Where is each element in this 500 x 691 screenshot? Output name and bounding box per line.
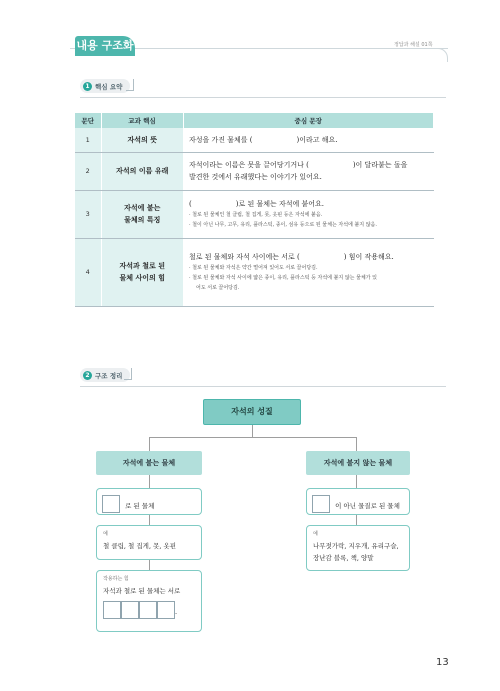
- header-core: 교과 핵심: [101, 113, 183, 128]
- right-material-box: 이 아닌 물질로 된 물체: [306, 488, 410, 515]
- section-tab: 내용 구조화: [75, 36, 135, 56]
- section-rule: [80, 97, 446, 98]
- connector-line: [149, 560, 150, 570]
- connector-line: [356, 515, 357, 525]
- note-line: · 철로 된 물체와 자석은 약간 떨어져 있어도 서로 끌어당김.: [189, 265, 318, 271]
- connector-line: [149, 437, 357, 438]
- row-sentence: 철로 된 물체와 자석 사이에는 서로 ( ) 힘이 작용해요. · 철로 된 물체와 자석은 약간 떨어져 있어도 서로 끌어당김. · 철로 된 물체와 자석 사이에 얇은 종이, 유리, 플라스틱 등 자석에 붙지 않는 물체가 있 어도 서로 끌어당김.: [183, 238, 434, 306]
- root-node: 자석의 성질: [203, 399, 301, 425]
- answer-blank: [121, 601, 139, 619]
- category-not-attracted: 자석에 붙지 않는 물체: [306, 451, 410, 475]
- row-number: 2: [75, 152, 101, 190]
- header-paragraph: 문단: [75, 113, 101, 128]
- page-number: 13: [436, 657, 449, 668]
- table-row: [75, 190, 434, 238]
- connector-line: [356, 437, 357, 451]
- answer-reference: 정답과 해설 01쪽: [394, 42, 433, 48]
- answer-blank: [312, 495, 330, 513]
- section-number: 1: [83, 82, 92, 91]
- table-row: [75, 128, 434, 152]
- table-row: [75, 152, 434, 190]
- note-line: · 철이 아닌 나무, 고무, 유리, 플라스틱, 종이, 섬유 등으로 된 물체는 자석에 붙지 않음.: [189, 222, 377, 228]
- answer-blank: [103, 601, 121, 619]
- section-structure-badge: [80, 368, 130, 382]
- section-number: 2: [83, 371, 92, 380]
- note-line: 어도 서로 끌어당김.: [196, 285, 240, 291]
- section-summary-badge: [80, 79, 130, 93]
- left-force-box: 작용하는 힘 자석과 철로 된 물체는 서로 .: [96, 570, 202, 632]
- row-core: 자석과 철로 된 물체 사이의 힘: [101, 238, 183, 306]
- row-number: 3: [75, 190, 101, 238]
- row-core: 자석에 붙는 물체의 특징: [101, 190, 183, 238]
- left-material-box: 로 된 물체: [96, 488, 202, 515]
- row-sentence: 자성을 가진 물체를 ( )이라고 해요.: [183, 128, 434, 152]
- section-bracket: [126, 79, 134, 91]
- connector-line: [149, 437, 150, 451]
- row-sentence: 자석이라는 이름은 못을 끌어당기거나 ( )이 달라붙는 돌을 발견한 것에서 유래했다는 이야기가 있어요.: [183, 152, 434, 190]
- answer-blank: [102, 495, 120, 513]
- summary-table: [75, 113, 434, 307]
- table-header-row: [75, 113, 434, 128]
- section-title: 핵심 요약: [95, 82, 123, 91]
- connector-line: [356, 475, 357, 488]
- answer-blank: [139, 601, 157, 619]
- section-bracket: [124, 368, 132, 380]
- note-line: · 철로 된 물체인 철 클립, 철 집게, 못, 옷핀 등은 자석에 붙음.: [189, 212, 323, 218]
- connector-line: [149, 475, 150, 488]
- row-sentence: ( )로 된 물체는 자석에 붙어요. · 철로 된 물체인 철 클립, 철 집게, 못, 옷핀 등은 자석에 붙음. · 철이 아닌 나무, 고무, 유리, 플라스틱, 종이, 섬유 등으로 된 물체는 자석에 붙지 않음.: [183, 190, 434, 238]
- category-attracted: 자석에 붙는 물체: [96, 451, 202, 475]
- table-row: [75, 238, 434, 306]
- header-sentence: 중심 문장: [183, 113, 434, 128]
- row-number: 4: [75, 238, 101, 306]
- answer-blank: [157, 601, 175, 619]
- connector-line: [252, 425, 253, 437]
- connector-line: [149, 515, 150, 525]
- header-curve: [430, 48, 448, 62]
- section-title: 구조 정리: [95, 371, 123, 380]
- row-core: 자석의 이름 유래: [101, 152, 183, 190]
- row-number: 1: [75, 128, 101, 152]
- row-core: 자석의 뜻: [101, 128, 183, 152]
- right-example-box: 예 나무젓가락, 지우개, 유리구슬, 장난감 블록, 책, 양말: [306, 525, 410, 571]
- section-rule: [80, 386, 446, 387]
- note-line: · 철로 된 물체와 자석 사이에 얇은 종이, 유리, 플라스틱 등 자석에 붙지 않는 물체가 있: [189, 275, 378, 281]
- left-example-box: 예 철 클립, 철 집게, 못, 옷핀: [96, 525, 202, 560]
